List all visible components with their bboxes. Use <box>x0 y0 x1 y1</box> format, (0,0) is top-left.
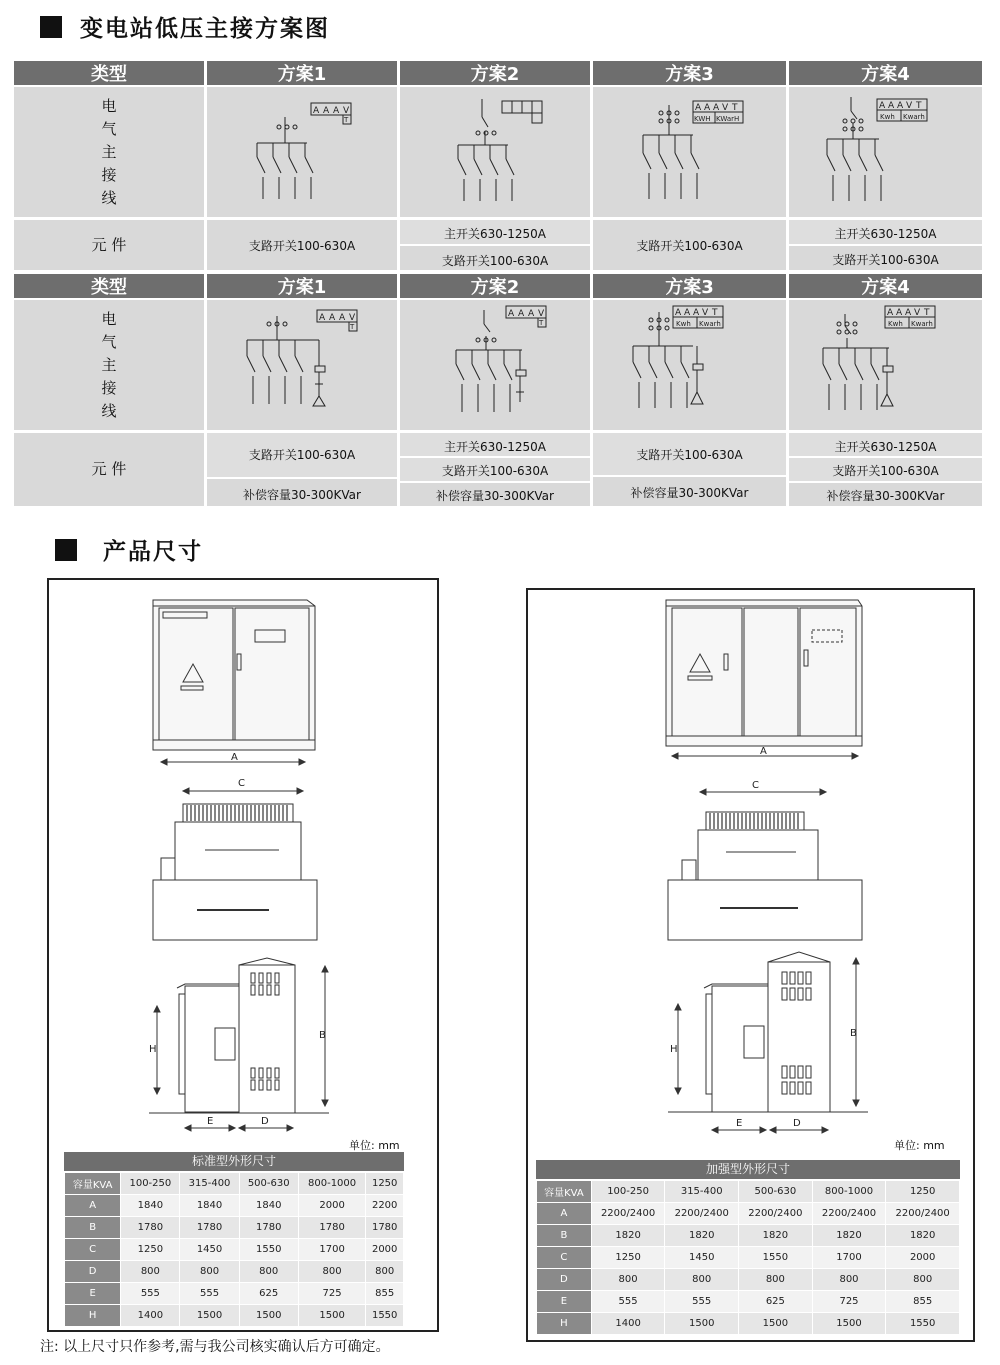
components-scheme-2: 主开关630-1250A 支路开关100-630A <box>400 220 590 270</box>
table-row: C 1250 1450 1550 1700 2000 <box>537 1247 960 1269</box>
svg-text:A: A <box>508 309 515 319</box>
components-scheme-1: 支路开关100-630A <box>207 220 397 270</box>
svg-text:V: V <box>538 309 545 319</box>
dimension-label-c: C <box>752 780 759 791</box>
standard-dimension-table: 容量KVA 100-250 315-400 500-630 800-1000 1250 A 1840 1840 1840 2000 2200 B 1780 1780 1780 1780 1780 C 1250 1450 1550 1700 2000 D 800 800 800 800 800 E 555 555 625 725 855 H 1400 1500 1500 1500 1550 <box>64 1172 404 1327</box>
svg-text:T: T <box>350 323 355 331</box>
wiring-diagram-scheme-4-comp <box>789 300 982 430</box>
wiring-diagram-scheme-1-comp <box>207 300 397 430</box>
section-title-dimensions: 产品尺寸 <box>55 533 203 566</box>
dimension-label-d: D <box>261 1116 269 1127</box>
table-row: B 1780 1780 1780 1780 1780 <box>65 1217 404 1239</box>
header-scheme-1: 方案1 <box>207 274 397 298</box>
table-row: A 2200/2400 2200/2400 2200/2400 2200/2400 2200/2400 <box>537 1203 960 1225</box>
components-scheme-1: 支路开关100-630A 补偿容量30-300KVar <box>207 433 397 506</box>
unit-label: 单位: mm <box>349 1139 400 1152</box>
header-scheme-2: 方案2 <box>400 274 590 298</box>
enhanced-cabinet-drawings <box>528 590 973 1150</box>
svg-text:A: A <box>695 103 702 113</box>
standard-table-title: 标准型外形尺寸 <box>64 1152 404 1171</box>
svg-text:A: A <box>897 101 904 111</box>
svg-text:A: A <box>905 308 912 318</box>
svg-text:A: A <box>704 103 711 113</box>
svg-text:T: T <box>712 308 718 318</box>
header-scheme-4: 方案4 <box>789 61 982 85</box>
wiring-diagram-scheme-1 <box>207 87 397 217</box>
dimension-label-h: H <box>670 1044 678 1055</box>
row-label-components: 元 件 <box>14 220 204 270</box>
square-bullet-icon <box>55 539 77 561</box>
meter-label: T <box>344 116 349 124</box>
svg-text:V: V <box>722 103 729 113</box>
svg-text:V: V <box>906 101 913 111</box>
dimension-label-a: A <box>231 752 238 763</box>
row-label-components: 元 件 <box>14 433 204 506</box>
meter-label: Kwh <box>880 113 895 121</box>
svg-text:A: A <box>675 308 682 318</box>
enhanced-table-title: 加强型外形尺寸 <box>536 1160 960 1179</box>
meter-label: KWarH <box>716 115 740 123</box>
svg-text:A: A <box>887 308 894 318</box>
table-row: A 1840 1840 1840 2000 2200 <box>65 1195 404 1217</box>
wiring-diagram-scheme-2 <box>400 87 590 217</box>
wiring-diagram-scheme-2-comp <box>400 300 590 430</box>
wiring-diagram-scheme-3-comp <box>593 300 786 430</box>
svg-text:A: A <box>528 309 535 319</box>
meter-label: A <box>323 106 330 116</box>
svg-text:A: A <box>319 313 326 323</box>
table-row: C 1250 1450 1550 1700 2000 <box>65 1239 404 1261</box>
header-scheme-1: 方案1 <box>207 61 397 85</box>
standard-cabinet-drawings <box>49 580 437 1140</box>
table-row: D 800 800 800 800 800 <box>537 1269 960 1291</box>
svg-text:Kwh: Kwh <box>676 320 691 328</box>
svg-text:A: A <box>896 308 903 318</box>
square-bullet-icon <box>40 16 62 38</box>
svg-text:V: V <box>702 308 709 318</box>
table-row: H 1400 1500 1500 1500 1550 <box>65 1305 404 1327</box>
dimension-label-b: B <box>319 1030 326 1041</box>
svg-text:Kwh: Kwh <box>888 320 903 328</box>
dimension-label-e: E <box>207 1116 214 1127</box>
svg-text:Kwarh: Kwarh <box>699 320 721 328</box>
svg-text:T: T <box>732 103 738 113</box>
svg-text:A: A <box>339 313 346 323</box>
meter-label: Kwarh <box>903 113 925 121</box>
wiring-diagram-scheme-4 <box>789 87 982 217</box>
dimension-label-e: E <box>736 1118 743 1129</box>
svg-text:A: A <box>329 313 336 323</box>
components-scheme-3: 支路开关100-630A 补偿容量30-300KVar <box>593 433 786 506</box>
svg-text:T: T <box>539 319 544 327</box>
dimension-label-d: D <box>793 1118 801 1129</box>
header-scheme-3: 方案3 <box>593 61 786 85</box>
svg-text:A: A <box>713 103 720 113</box>
meter-label: A <box>313 106 320 116</box>
components-scheme-3: 支路开关100-630A <box>593 220 786 270</box>
unit-label: 单位: mm <box>894 1139 945 1152</box>
section-title-wiring: 变电站低压主接方案图 <box>40 10 330 43</box>
dimension-label-c: C <box>238 778 245 789</box>
header-type: 类型 <box>14 274 204 298</box>
table-row: E 555 555 625 725 855 <box>537 1291 960 1313</box>
dimension-label-b: B <box>850 1028 857 1039</box>
header-scheme-3: 方案3 <box>593 274 786 298</box>
svg-text:A: A <box>888 101 895 111</box>
header-scheme-2: 方案2 <box>400 61 590 85</box>
wiring-diagram-svg <box>207 87 397 217</box>
meter-label: A <box>333 106 340 116</box>
svg-text:A: A <box>518 309 525 319</box>
svg-text:T: T <box>924 308 930 318</box>
enhanced-dimension-panel <box>526 588 975 1342</box>
svg-text:A: A <box>684 308 691 318</box>
enhanced-dimension-table: 容量KVA 100-250 315-400 500-630 800-1000 1250 A 2200/2400 2200/2400 2200/2400 2200/2400 2200/2400 B 1820 1820 1820 1820 1820 C 1250 1450 1550 1700 2000 D 800 800 800 800 800 E 555 555 625 725 855 H 1400 1500 1500 1500 1550 <box>536 1180 960 1335</box>
svg-text:T: T <box>916 101 922 111</box>
header-scheme-4: 方案4 <box>789 274 982 298</box>
components-scheme-2: 主开关630-1250A 支路开关100-630A 补偿容量30-300KVar <box>400 433 590 506</box>
table-row: H 1400 1500 1500 1500 1550 <box>537 1313 960 1335</box>
row-label-wiring: 电 气 主 接 线 <box>14 300 204 430</box>
table-row: D 800 800 800 800 800 <box>65 1261 404 1283</box>
dimension-label-h: H <box>149 1044 157 1055</box>
wiring-diagram-scheme-3 <box>593 87 786 217</box>
footnote: 注: 以上尺寸只作参考,需与我公司核实确认后方可确定。 <box>40 1339 390 1355</box>
table-row: E 555 555 625 725 855 <box>65 1283 404 1305</box>
components-scheme-4: 主开关630-1250A 支路开关100-630A 补偿容量30-300KVar <box>789 433 982 506</box>
svg-text:A: A <box>693 308 700 318</box>
components-scheme-4: 主开关630-1250A 支路开关100-630A <box>789 220 982 270</box>
standard-dimension-panel <box>47 578 439 1332</box>
svg-text:A: A <box>879 101 886 111</box>
row-label-wiring: 电 气 主 接 线 <box>14 87 204 217</box>
meter-label: V <box>343 106 350 116</box>
svg-text:V: V <box>914 308 921 318</box>
svg-text:Kwarh: Kwarh <box>911 320 933 328</box>
svg-text:V: V <box>349 313 356 323</box>
header-type: 类型 <box>14 61 204 85</box>
meter-label: KWH <box>694 115 711 123</box>
dimension-label-a: A <box>760 746 767 757</box>
table-row: B 1820 1820 1820 1820 1820 <box>537 1225 960 1247</box>
